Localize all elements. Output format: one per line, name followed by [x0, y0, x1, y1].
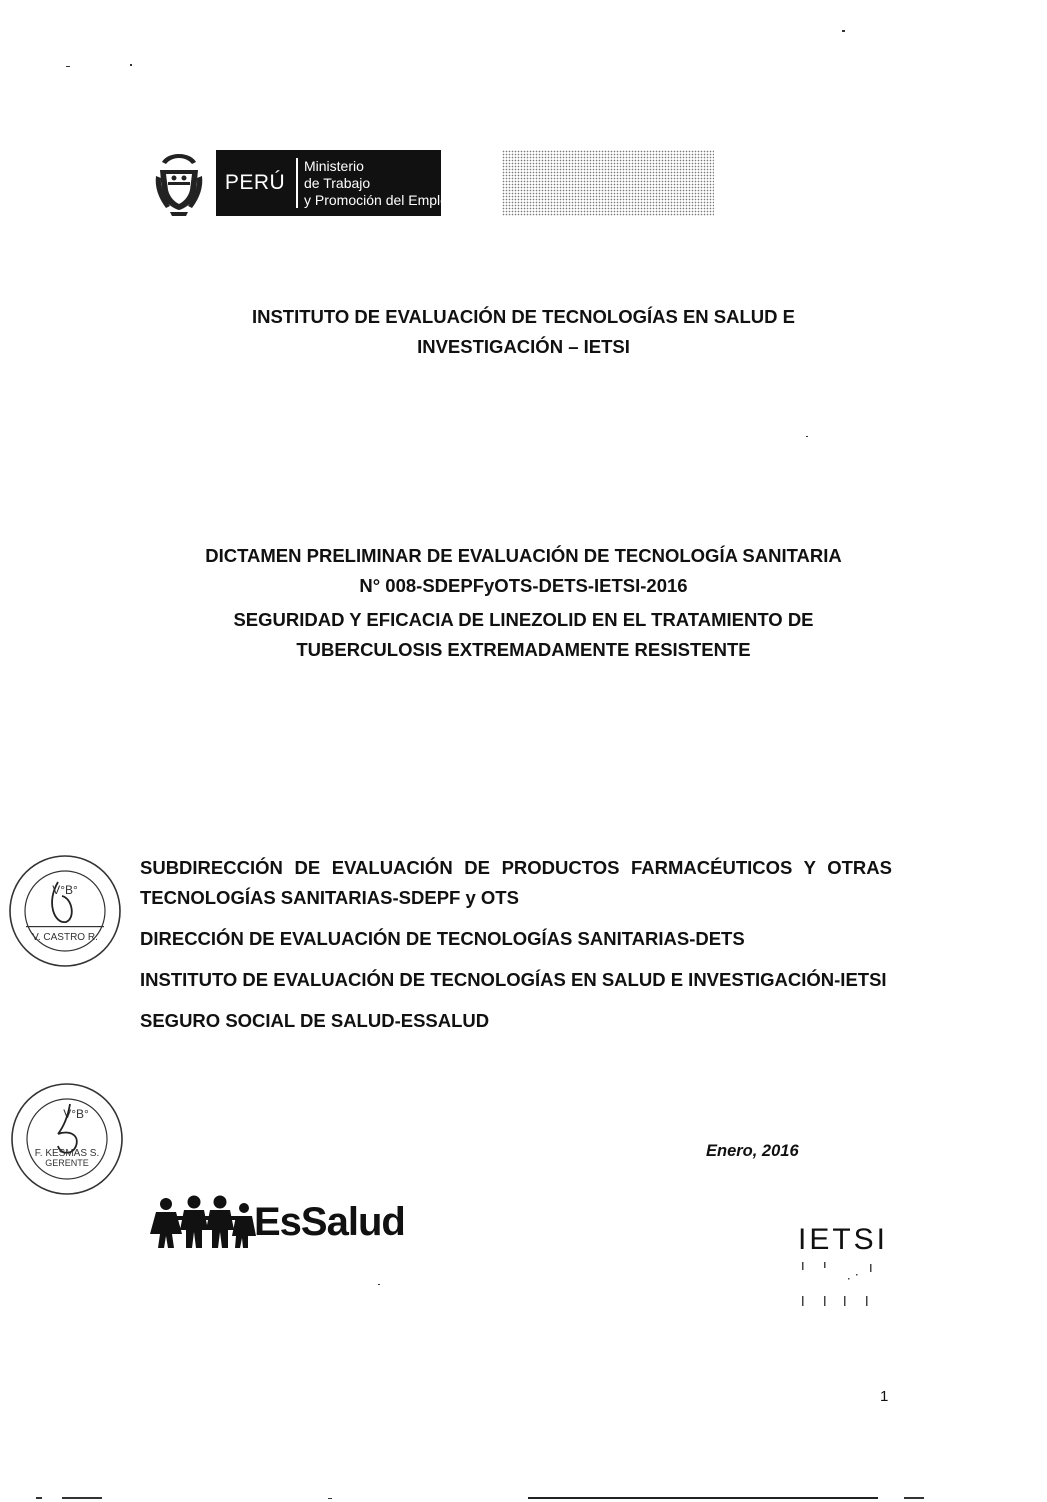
ietsi-logo-marks — [796, 1260, 886, 1310]
heading-line: INVESTIGACIÓN – IETSI — [417, 336, 630, 357]
organization-list — [140, 853, 892, 1047]
ministry-line: de Trabajo — [304, 175, 371, 191]
scan-speck — [66, 66, 70, 67]
institute-heading — [0, 302, 1047, 362]
title-line: DICTAMEN PRELIMINAR DE EVALUACIÓN DE TECNOLOGÍA SANITARIA — [205, 545, 842, 566]
organization-item: DIRECCIÓN DE EVALUACIÓN DE TECNOLOGÍAS SANITARIAS-DETS — [140, 928, 745, 949]
scan-speck — [842, 30, 845, 32]
page-number: 1 — [880, 1388, 889, 1405]
peru-brand-block — [216, 150, 456, 216]
essalud-wordmark: EsSalud — [254, 1200, 405, 1244]
stamp-name: F. KESMAS S. — [34, 1148, 100, 1159]
scanned-dither-block — [502, 150, 714, 216]
subject-line: TUBERCULOSIS EXTREMADAMENTE RESISTENTE — [296, 639, 751, 660]
approval-stamp — [6, 852, 124, 970]
essalud-logo — [148, 1192, 448, 1252]
scan-speck — [328, 1498, 332, 1499]
subject-line: SEGURIDAD Y EFICACIA DE LINEZOLID EN EL TRATAMIENTO DE — [233, 609, 814, 630]
scan-artifact-line — [528, 1497, 878, 1499]
ministry-line: y Promoción del Empleo — [304, 192, 456, 208]
scan-speck — [36, 1497, 42, 1499]
approval-stamp — [8, 1080, 126, 1198]
peru-coat-of-arms-icon — [152, 148, 206, 218]
document-date: Enero, 2016 — [706, 1142, 799, 1160]
stamp-name: V. CASTRO R. — [32, 932, 98, 943]
stamp-role: GERENTE — [45, 1158, 89, 1168]
organization-item: SUBDIRECCIÓN DE EVALUACIÓN DE PRODUCTOS FARMACÉUTICOS Y OTRAS TECNOLOGÍAS SANITARIAS-SDEPF y OTS — [140, 857, 892, 908]
government-header — [152, 148, 717, 218]
document-number: N° 008-SDEPFyOTS-DETS-IETSI-2016 — [359, 575, 688, 596]
ietsi-logo: IETSI — [798, 1223, 889, 1256]
scan-speck — [806, 436, 808, 437]
scan-speck — [378, 1284, 380, 1285]
family-figures-icon — [148, 1194, 258, 1250]
scan-speck — [62, 1497, 102, 1499]
document-title — [0, 541, 1047, 665]
scan-speck — [904, 1497, 924, 1499]
organization-item: INSTITUTO DE EVALUACIÓN DE TECNOLOGÍAS EN SALUD E INVESTIGACIÓN-IETSI — [140, 969, 887, 990]
stamp-vobo: V°B° — [52, 883, 78, 897]
organization-item: SEGURO SOCIAL DE SALUD-ESSALUD — [140, 1010, 490, 1031]
ministry-line: Ministerio — [304, 158, 364, 174]
scan-speck — [130, 64, 132, 66]
heading-line: INSTITUTO DE EVALUACIÓN DE TECNOLOGÍAS EN SALUD E — [251, 306, 796, 327]
ministry-name — [304, 158, 456, 209]
country-label: PERÚ — [224, 171, 286, 194]
brand-divider — [296, 158, 298, 208]
stamp-vobo: V°B° — [63, 1107, 89, 1121]
